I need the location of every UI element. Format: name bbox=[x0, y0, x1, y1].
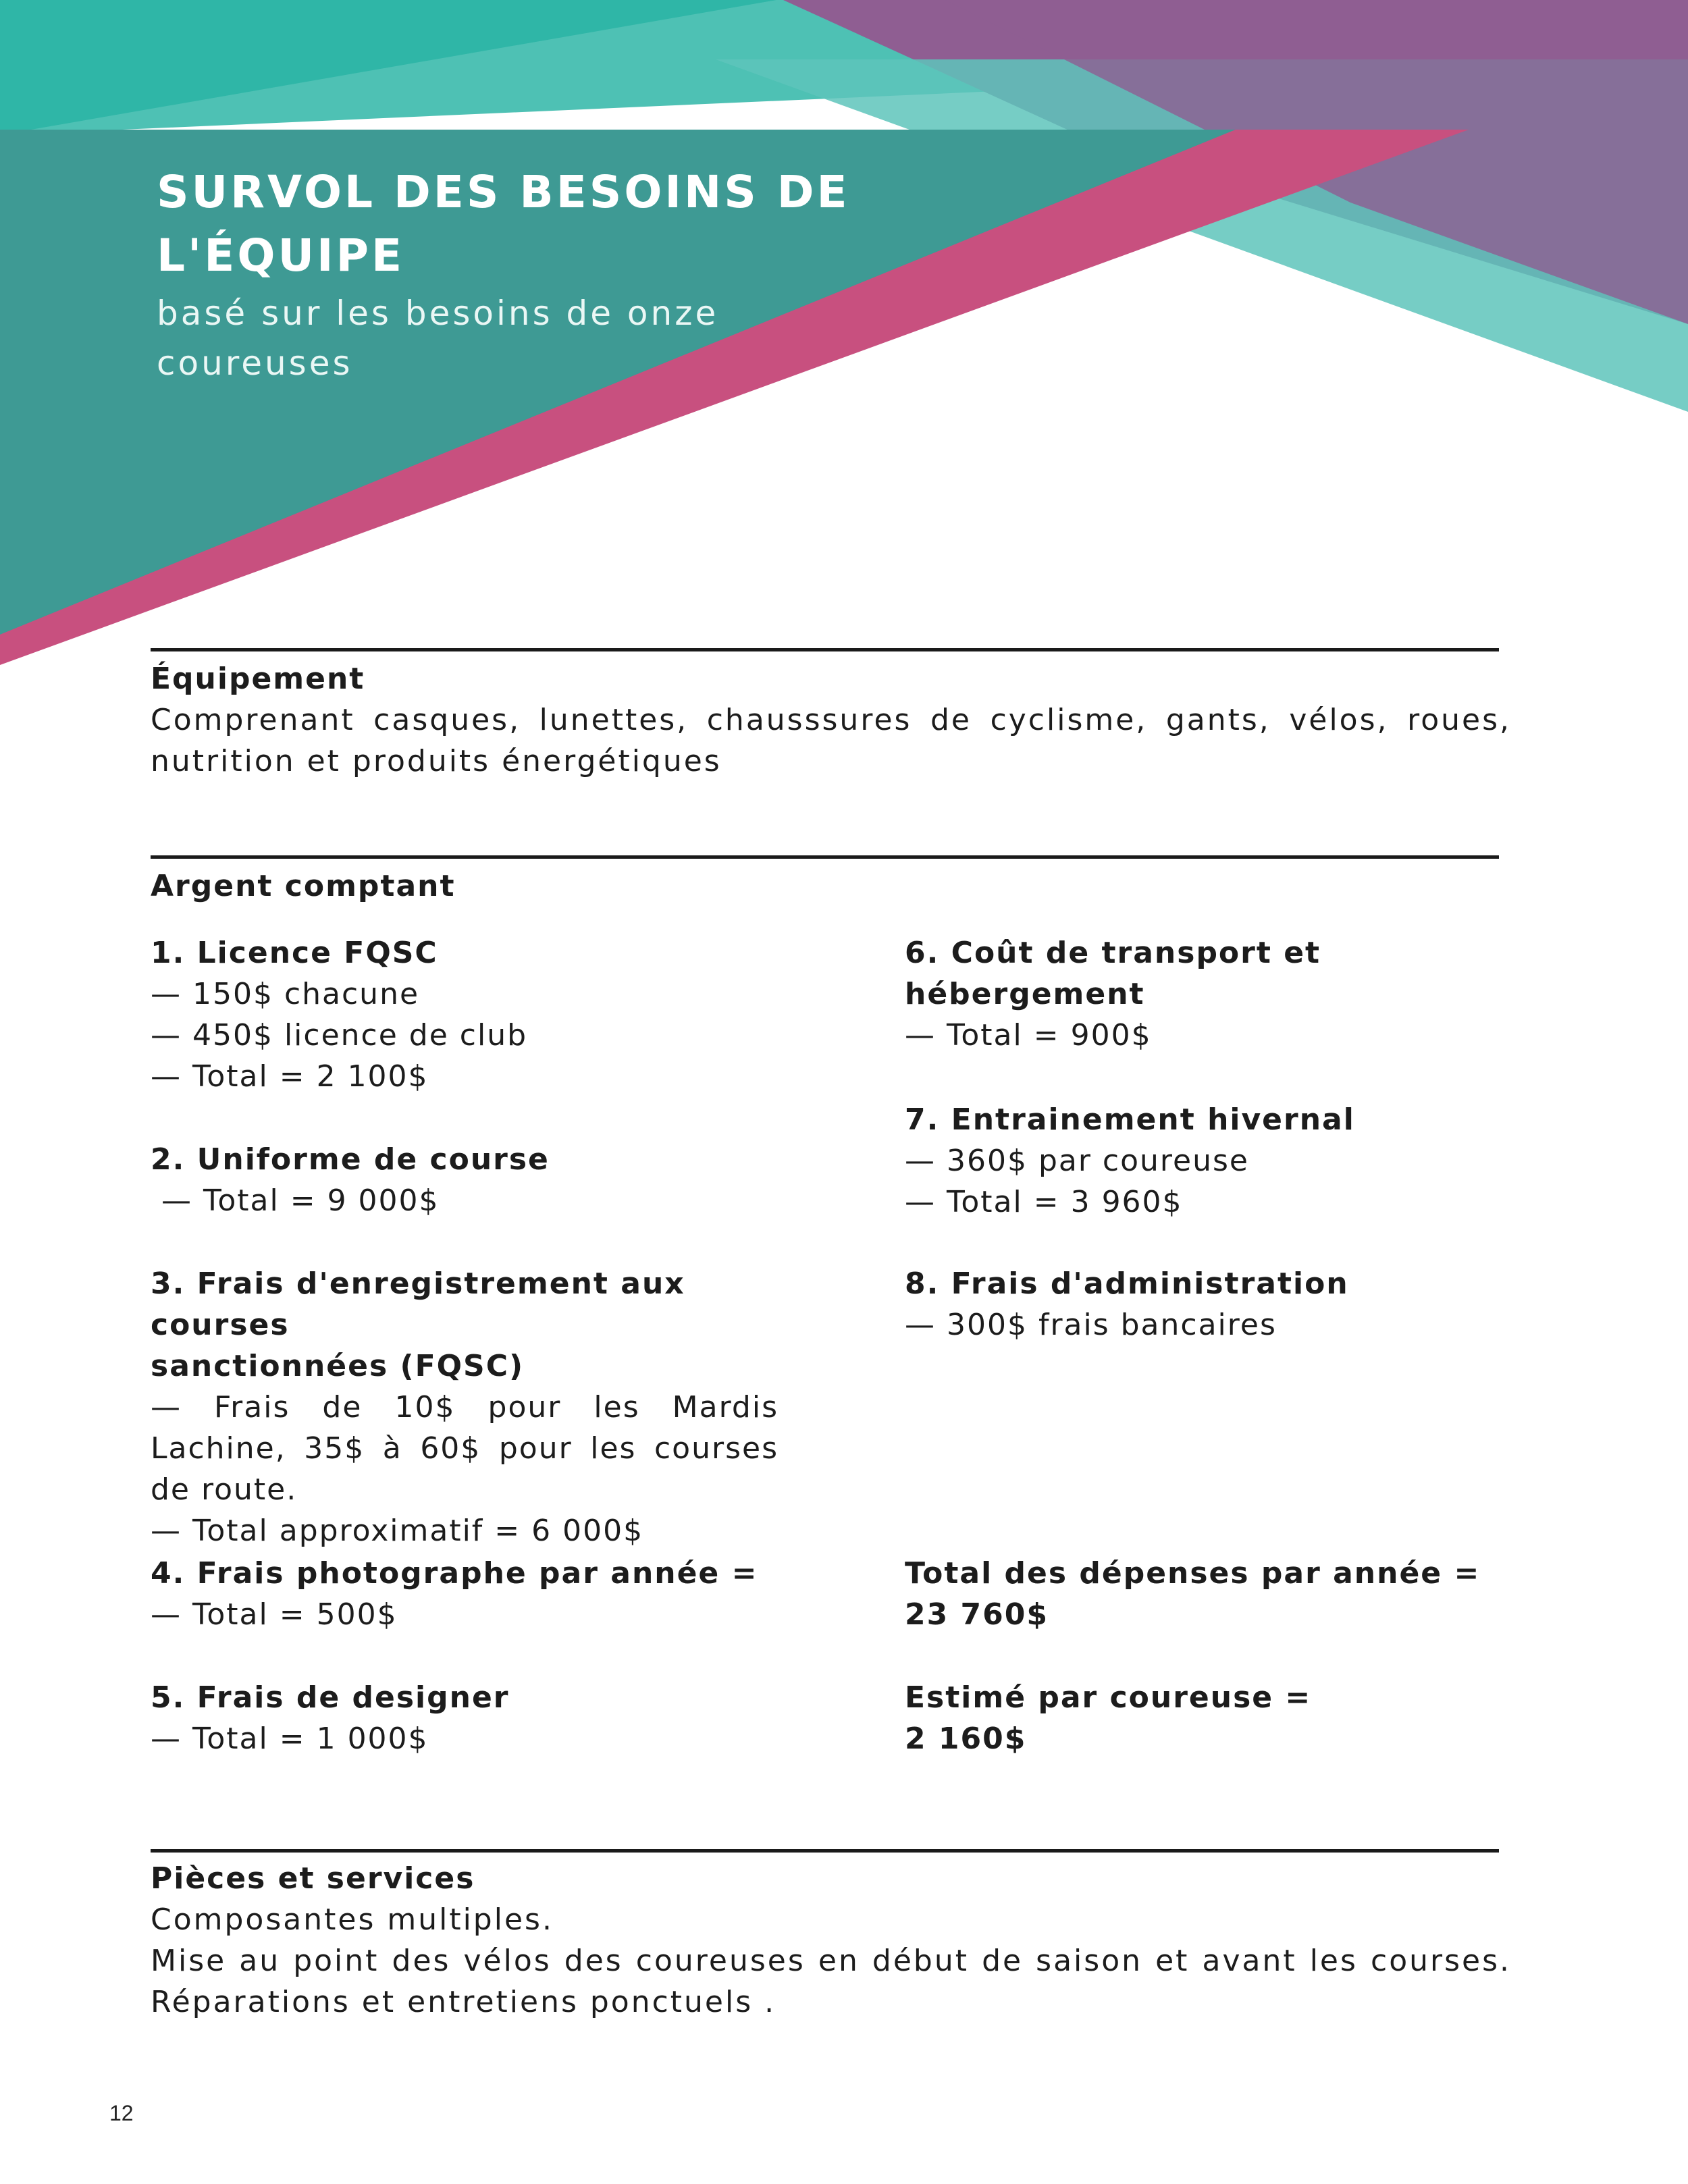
expense-line: — Total = 900$ bbox=[905, 1018, 1152, 1053]
expense-title: 8. Frais d'administration bbox=[905, 1267, 1349, 1301]
equipement-description bbox=[151, 699, 1511, 782]
expense-line: — Total = 3 960$ bbox=[905, 1185, 1183, 1219]
expense-title: 4. Frais photographe par année = bbox=[151, 1556, 758, 1591]
divider-pieces bbox=[151, 1849, 1499, 1853]
total-annual-expenses bbox=[905, 1553, 1499, 1635]
expense-line: — Total = 9 000$ bbox=[151, 1183, 440, 1218]
expense-line: — Total = 500$ bbox=[151, 1597, 398, 1632]
pieces-line-2: Mise au point des vélos des coureuses en début de saison et avant les courses. bbox=[151, 1944, 1511, 1978]
expense-title: 2. Uniforme de course bbox=[151, 1142, 550, 1177]
pieces-line-1: Composantes multiples. bbox=[151, 1902, 554, 1937]
page-title bbox=[157, 161, 899, 288]
expense-line: — 150$ chacune bbox=[151, 977, 420, 1011]
divider-argent bbox=[151, 855, 1499, 859]
page-title-line-2: L'ÉQUIPE bbox=[157, 230, 405, 282]
heading-equipement: Équipement bbox=[151, 662, 365, 696]
pieces-description bbox=[151, 1899, 1511, 2023]
expense-item-uniforme bbox=[151, 1139, 779, 1221]
expense-line: Lachine, 35$ à 60$ pour les courses bbox=[151, 1431, 779, 1466]
expense-line: — Total = 2 100$ bbox=[151, 1059, 429, 1094]
expense-line: — Total approximatif = 6 000$ bbox=[151, 1514, 644, 1548]
heading-argent: Argent comptant bbox=[151, 869, 456, 903]
expense-title: 5. Frais de designer bbox=[151, 1680, 510, 1715]
estimate-value: 2 160$ bbox=[905, 1722, 1027, 1756]
page-subtitle-line-2: coureuses bbox=[157, 344, 353, 383]
expense-line: — 360$ par coureuse bbox=[905, 1144, 1249, 1178]
expense-line: — Total = 1 000$ bbox=[151, 1722, 429, 1756]
divider-equipement bbox=[151, 648, 1499, 651]
total-annual-label: Total des dépenses par année = bbox=[905, 1556, 1481, 1591]
equipement-line-1: Comprenant casques, lunettes, chausssures de cyclisme, gants, vélos, roues, bbox=[151, 703, 1511, 737]
expense-line: — 300$ frais bancaires bbox=[905, 1308, 1277, 1342]
expense-line: — 450$ licence de club bbox=[151, 1018, 528, 1053]
expense-item-administration bbox=[905, 1263, 1499, 1346]
estimate-label: Estimé par coureuse = bbox=[905, 1680, 1312, 1715]
expense-item-designer bbox=[151, 1677, 779, 1759]
total-annual-value: 23 760$ bbox=[905, 1597, 1049, 1632]
expense-item-photographe bbox=[151, 1553, 779, 1635]
estimate-per-rider bbox=[905, 1677, 1499, 1759]
page-subtitle-line-1: basé sur les besoins de onze bbox=[157, 294, 719, 333]
expense-title-line-2: hébergement bbox=[905, 977, 1145, 1011]
expense-line: de route. bbox=[151, 1472, 298, 1507]
expense-item-enregistrement bbox=[151, 1263, 779, 1551]
expense-title-line-2: sanctionnées (FQSC) bbox=[151, 1349, 525, 1383]
expense-item-licence bbox=[151, 932, 779, 1097]
equipement-line-2: nutrition et produits énergétiques bbox=[151, 744, 722, 778]
pieces-line-3: Réparations et entretiens ponctuels . bbox=[151, 1985, 776, 2019]
page-subtitle bbox=[157, 288, 832, 388]
expense-line: — Frais de 10$ pour les Mardis bbox=[151, 1390, 779, 1424]
expense-title: 1. Licence FQSC bbox=[151, 936, 438, 970]
expense-title-line-1: 6. Coût de transport et bbox=[905, 936, 1321, 970]
expense-title-line-1: 3. Frais d'enregistrement aux courses bbox=[151, 1267, 685, 1342]
expense-item-entrainement bbox=[905, 1099, 1499, 1223]
page-title-line-1: SURVOL DES BESOINS DE bbox=[157, 166, 850, 218]
page-number: 12 bbox=[109, 2101, 134, 2125]
expense-item-transport bbox=[905, 932, 1499, 1056]
expense-title: 7. Entrainement hivernal bbox=[905, 1102, 1355, 1137]
heading-pieces: Pièces et services bbox=[151, 1861, 475, 1896]
